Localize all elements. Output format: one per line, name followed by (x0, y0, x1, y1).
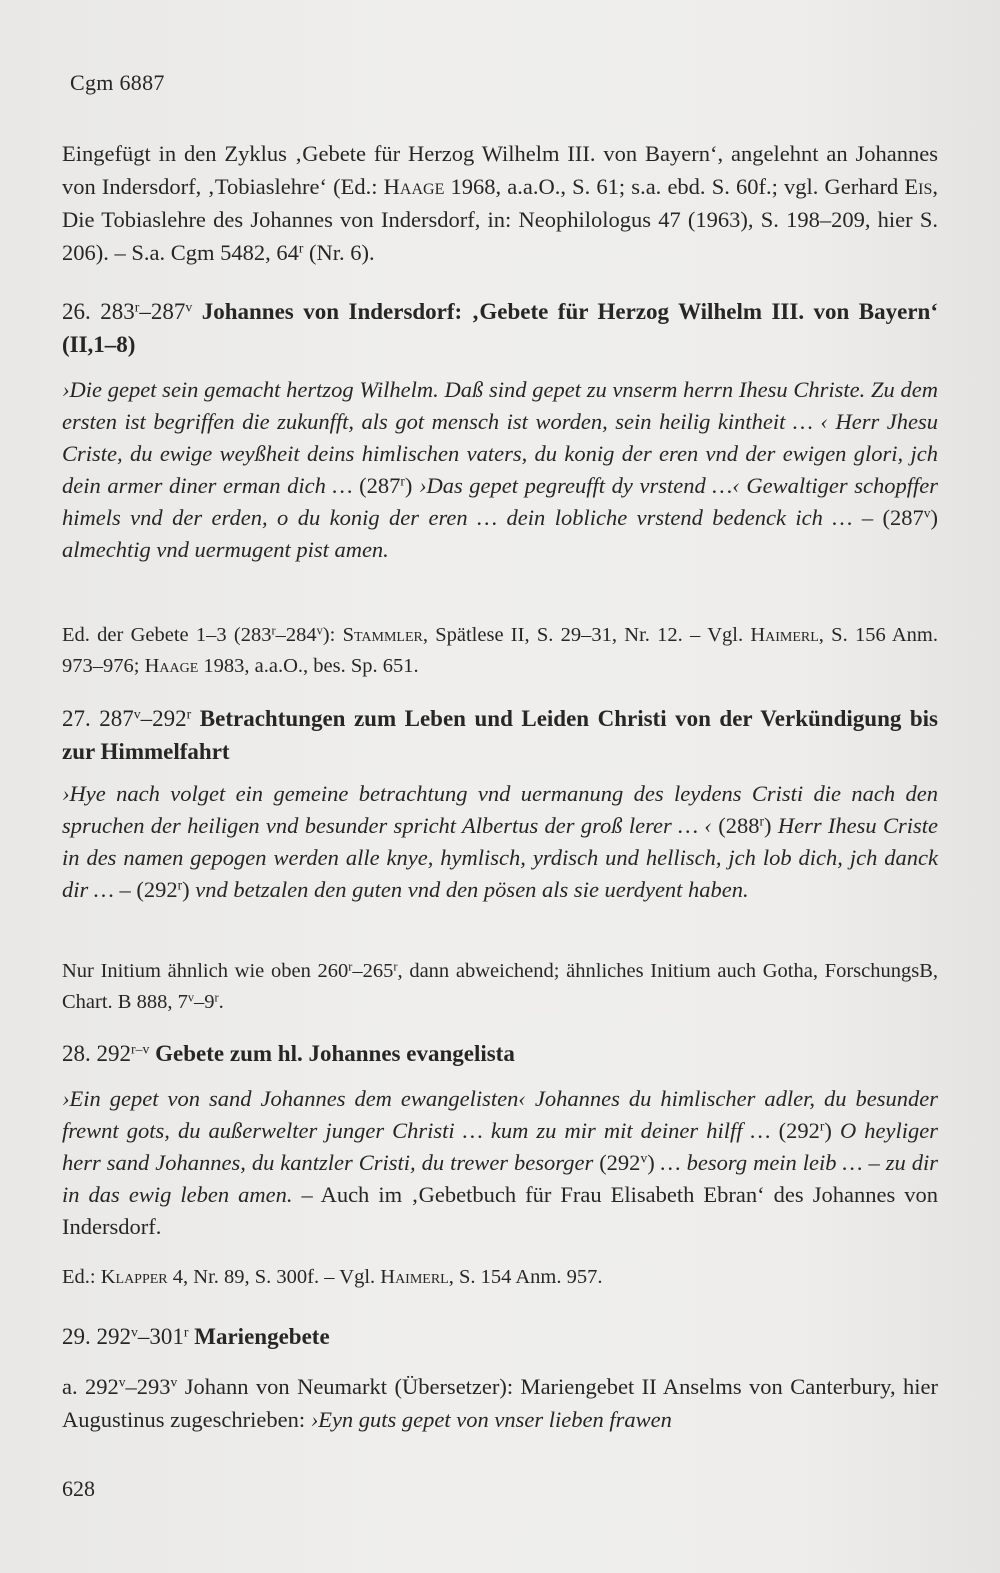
note-text: , Spätlese II, S. 29–31, Nr. 12. – Vgl. (422, 624, 751, 646)
intro-paragraph (62, 137, 938, 269)
sub-entry-number: a. 292 (62, 1374, 119, 1399)
folio-ref: (292 (599, 1150, 641, 1175)
author-haage: Haage (144, 655, 199, 677)
entry-title: Betrachtungen zum Leben und Leiden Christi von der Verkündigung bis zur Himmelfahrt (62, 706, 939, 764)
quote-text: ›Die gepet sein gemacht hertzog Wilhelm. Daß sind gepet zu vnserm herrn Ihesu Christe. Zu dem ersten ist begriffen die zukunfft, als got mensch ist worden, sein heilig kintheit … ‹ Herr Jhesu Criste, du ewige weyßheit deins himlischen vaters, du konig der eren vnd der ewigen glori, jch dein armer diner erman dich … (62, 377, 938, 498)
quote-text: ›Hye nach volget ein gemeine betrachtung vnd uermanung des leydens Cristi die nach den spruchen der heiligen vnd besunder spricht Albertus der groß lerer … ‹ (62, 781, 938, 838)
author-klapper: Klapper (100, 1266, 168, 1288)
entry-number: 28. 292 (62, 1041, 131, 1066)
folio-sup: r (214, 990, 219, 1005)
folio-sup: r (759, 813, 765, 829)
folio-sup: r (819, 1118, 825, 1134)
folio-ref: ) (824, 1118, 832, 1143)
intro-text: Eingefügt in den Zyklus ‚Gebete für Herzog Wilhelm III. von Bayern‘, angelehnt an Johannes von Indersdorf, ‚Tobiaslehre‘ (Ed.: (62, 141, 938, 199)
quote-text: O heyliger herr sand Johannes, du kantzler Cristi, du trewer besorger (62, 1118, 938, 1175)
folio-sup: r (177, 877, 183, 893)
folio-sup: v (316, 623, 323, 638)
folio-sup: v (131, 1324, 138, 1340)
intro-text: (Nr. 6). (303, 240, 375, 265)
entry-28-note (62, 1262, 938, 1293)
entry-29-heading (62, 1320, 938, 1353)
folio-sup: r (271, 623, 276, 638)
entry-number: 29. 292 (62, 1324, 131, 1349)
folio-sup: r–v (131, 1041, 150, 1057)
folio-sup: v (923, 505, 931, 521)
folio-sup: v (185, 299, 193, 315)
author-haimerl: Haimerl (750, 624, 819, 646)
quote-text: ›Ein gepet von sand Johannes dem ewangelisten‹ Johannes du himlischer adler, du besunder frewnt gots, du außerwelter junger Christi … kum zu mir mit deiner hilff … (62, 1086, 938, 1143)
entry-27-note (62, 956, 938, 1018)
quote-text: ›Eyn guts gepet von vnser lieben frawen (310, 1407, 672, 1432)
author-haimerl: Haimerl (380, 1266, 449, 1288)
folio-ref: – (292 (119, 877, 178, 902)
entry-26-heading (62, 295, 938, 361)
folio-sup: r (393, 959, 398, 974)
quote-text: … besorg mein leib … – zu dir in das ewig leben amen. (62, 1150, 938, 1207)
entry-title: Mariengebete (188, 1324, 330, 1349)
entry-28-text (62, 1083, 938, 1243)
sub-entry-number: –293 (125, 1374, 171, 1399)
note-text: , dann abweichend; ähnliches Initium auch Gotha, ForschungsB, Chart. B 888, 7 (62, 960, 938, 1013)
intro-text: 1968, a.a.O., S. 61; s.a. ebd. S. 60f.; vgl. Gerhard (444, 174, 905, 199)
note-text: –9 (194, 991, 215, 1013)
entry-26-text (62, 374, 938, 566)
page-number: 628 (62, 1476, 95, 1501)
folio-sup: r (186, 706, 192, 722)
entry-28-heading (62, 1037, 938, 1070)
note-text: –265 (352, 960, 394, 982)
note-text: , S. 156 Anm. 973–976; (62, 624, 938, 677)
folio-ref: ) (764, 813, 772, 838)
entry-number: –292 (140, 706, 187, 731)
folio-sup: r (298, 240, 304, 256)
quote-text: vnd betzalen den guten vnd den pösen als sie uerdyent haben. (189, 877, 749, 902)
folio-sup: r (400, 473, 405, 489)
entry-number: –301 (137, 1324, 184, 1349)
parallel-note: – Auch im ‚Gebetbuch für Frau Elisabeth Ebran‘ des Johannes von Indersdorf. (62, 1182, 938, 1239)
folio-sup: v (640, 1150, 648, 1166)
author-stammler: Stammler (342, 624, 423, 646)
intro-text: , Die Tobiaslehre des Johannes von Indersdorf, in: Neophilologus 47 (1963), S. 198–209, hier S. 206). – S.a. Cgm 5482, 64 (62, 174, 938, 265)
author-eis: Eis (904, 174, 933, 199)
folio-ref: ) (182, 877, 190, 902)
entry-number: 27. 287 (62, 706, 134, 731)
folio-sup: v (187, 990, 194, 1005)
entry-27-heading (62, 702, 938, 768)
folio-ref: (287 (359, 473, 401, 498)
folio-ref: (288 (718, 813, 760, 838)
folio-ref: (292 (778, 1118, 820, 1143)
note-text: 4, Nr. 89, S. 300f. – Vgl. (167, 1266, 381, 1288)
note-text: Ed.: (62, 1266, 101, 1288)
author-haage: Haage (383, 174, 445, 199)
folio-sup: v (133, 706, 141, 722)
folio-ref: ) (930, 505, 938, 530)
entry-number: –287 (139, 299, 186, 324)
note-text: –284 (275, 624, 317, 646)
note-text: 1983, a.a.O., bes. Sp. 651. (198, 655, 419, 677)
entry-number: 26. 283 (62, 299, 135, 324)
quote-text: almechtig vnd uermugent pist amen. (62, 537, 389, 562)
note-text: Nur Initium ähnlich wie oben 260 (62, 960, 349, 982)
quote-text: ›Das gepet pegreufft dy vrstend …‹ Gewaltiger schopffer himels vnd der erden, o du konig der eren … dein lobliche vrstend bedenck ich … (62, 473, 938, 530)
entry-title: Gebete zum hl. Johannes evangelista (149, 1041, 515, 1066)
folio-sup: v (118, 1374, 126, 1390)
folio-sup: r (134, 299, 140, 315)
note-text: , S. 154 Anm. 957. (448, 1266, 603, 1288)
entry-27-text (62, 778, 938, 906)
entry-26-note (62, 620, 938, 682)
note-text: . (218, 991, 224, 1013)
folio-ref: ) (647, 1150, 655, 1175)
note-text: ): (322, 624, 343, 646)
folio-sup: r (348, 959, 353, 974)
sub-entry-text: Johann von Neumarkt (Übersetzer): Mariengebet II Anselms von Canterbury, hier Augustinus zugeschrieben: (62, 1374, 938, 1432)
entry-29a-text (62, 1370, 938, 1436)
folio-sup: v (170, 1374, 178, 1390)
folio-sup: r (183, 1324, 189, 1340)
entry-title: Johannes von Indersdorf: ‚Gebete für Herzog Wilhelm III. von Bayern‘ (II,1–8) (62, 299, 939, 357)
folio-ref: – (287 (861, 505, 924, 530)
running-head: Cgm 6887 (70, 70, 165, 95)
note-text: Ed. der Gebete 1–3 (283 (62, 624, 272, 646)
quote-text: Herr Ihesu Criste in des namen gepogen werden alle knye, hymlisch, yrdisch und hellisch, jch lob dich, jch danck dir … (62, 813, 938, 902)
folio-ref: ) (404, 473, 413, 498)
